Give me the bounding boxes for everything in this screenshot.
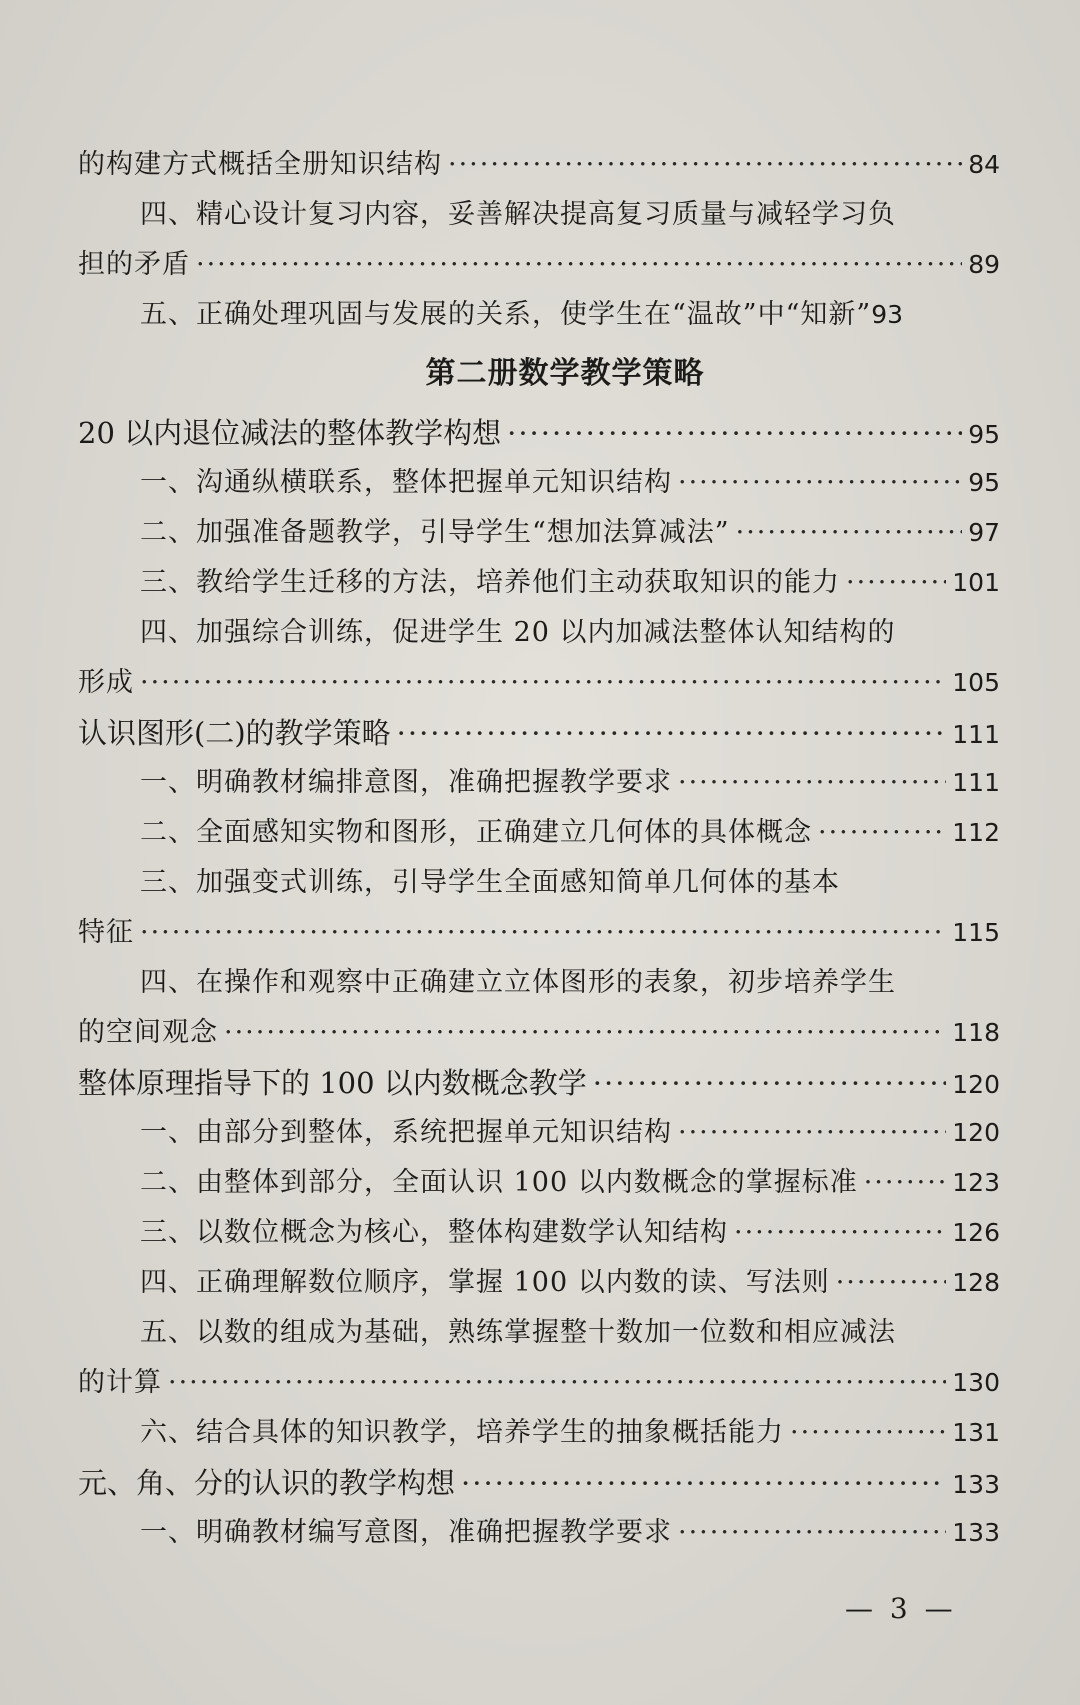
dot-leader [846, 558, 946, 608]
entry-title: 特征 [78, 917, 134, 948]
entry-page-number: 89 [968, 250, 1000, 279]
entry-page-number: 112 [952, 818, 1000, 847]
entry-page-number: 111 [952, 720, 1000, 749]
entry-title: 的计算 [78, 1367, 162, 1398]
dot-leader [507, 408, 962, 458]
dot-leader [678, 1508, 946, 1558]
entry-page-number: 130 [952, 1368, 1000, 1397]
dot-leader [790, 1408, 946, 1458]
dot-leader [678, 1108, 946, 1158]
entry-title: 四、在操作和观察中正确建立立体图形的表象，初步培养学生 [140, 967, 896, 998]
dot-leader [448, 140, 962, 190]
entry-title: 一、沟通纵横联系，整体把握单元知识结构 [140, 467, 672, 498]
entry-page-number: 126 [952, 1218, 1000, 1247]
toc-entry [78, 808, 1000, 858]
dot-leader [836, 1258, 947, 1308]
entry-title: 四、加强综合训练，促进学生 20 以内加减法整体认知结构的 [140, 617, 896, 648]
toc-entry [78, 140, 1000, 190]
toc-entry [78, 558, 1000, 608]
toc-entry [78, 240, 1000, 290]
entry-title: 一、明确教材编写意图，准确把握教学要求 [140, 1517, 672, 1548]
dot-leader [736, 508, 963, 558]
toc-entry [78, 1208, 1000, 1258]
entry-page-number: 111 [952, 768, 1000, 797]
dot-leader [168, 1358, 946, 1408]
entry-page-number: 133 [952, 1470, 1000, 1499]
toc-entry [78, 908, 1000, 958]
entry-page-number: 120 [952, 1070, 1000, 1099]
toc-chapter-entry [78, 1058, 1000, 1108]
toc-chapter-entry [78, 708, 1000, 758]
toc-entry [78, 1108, 1000, 1158]
toc-entry [78, 1358, 1000, 1408]
entry-title: 四、精心设计复习内容，妥善解决提高复习质量与减轻学习负 [140, 199, 896, 230]
entry-page-number: 118 [952, 1018, 1000, 1047]
toc-entry [78, 1308, 1000, 1358]
dot-leader [593, 1058, 946, 1108]
entry-page-number: 115 [952, 918, 1000, 947]
toc-entry [78, 458, 1000, 508]
toc-entry [78, 508, 1000, 558]
entry-page-number: 123 [952, 1168, 1000, 1197]
entry-title: 的空间观念 [78, 1017, 218, 1048]
dot-leader [678, 758, 946, 808]
dot-leader [818, 808, 946, 858]
entry-title: 元、角、分的认识的教学构想 [78, 1466, 456, 1500]
entry-title: 一、明确教材编排意图，准确把握教学要求 [140, 767, 672, 798]
table-of-contents [78, 140, 1000, 1558]
entry-title: 三、以数位概念为核心，整体构建数学认知结构 [140, 1217, 728, 1248]
entry-page-number: 105 [952, 668, 1000, 697]
toc-entry [78, 290, 1000, 340]
entry-title: 认识图形(二)的教学策略 [78, 716, 391, 750]
toc-entry [78, 658, 1000, 708]
entry-title: 五、正确处理巩固与发展的关系，使学生在“温故”中“知新” [140, 299, 872, 330]
entry-page-number: 120 [952, 1118, 1000, 1147]
dot-leader [864, 1158, 947, 1208]
entry-page-number: 95 [968, 420, 1000, 449]
dot-leader [196, 240, 962, 290]
entry-title: 20 以内退位减法的整体教学构想 [78, 416, 502, 450]
entry-title: 五、以数的组成为基础，熟练掌握整十数加一位数和相应减法 [140, 1317, 896, 1348]
entry-title: 担的矛盾 [78, 249, 190, 280]
toc-entry [78, 758, 1000, 808]
dot-leader [140, 908, 946, 958]
toc-chapter-entry [78, 408, 1000, 458]
toc-entry [78, 1408, 1000, 1458]
entry-title: 四、正确理解数位顺序，掌握 100 以内数的读、写法则 [140, 1267, 830, 1298]
toc-entry [78, 1258, 1000, 1308]
toc-entry [78, 1008, 1000, 1058]
dot-leader [224, 1008, 946, 1058]
entry-title: 二、加强准备题教学，引导学生“想加法算减法” [140, 517, 730, 548]
toc-entry [78, 608, 1000, 658]
entry-page-number: 133 [952, 1518, 1000, 1547]
entry-title: 二、全面感知实物和图形，正确建立几何体的具体概念 [140, 817, 812, 848]
toc-entry [78, 958, 1000, 1008]
entry-page-number: 101 [952, 568, 1000, 597]
toc-entry [78, 190, 1000, 240]
entry-title: 形成 [78, 667, 134, 698]
entry-title: 一、由部分到整体，系统把握单元知识结构 [140, 1117, 672, 1148]
entry-page-number: 97 [968, 518, 1000, 547]
toc-entry [78, 858, 1000, 908]
dot-leader [734, 1208, 946, 1258]
entry-page-number: 84 [968, 150, 1000, 179]
entry-page-number: 131 [952, 1418, 1000, 1447]
toc-entry [78, 1508, 1000, 1558]
dot-leader [140, 658, 946, 708]
entry-title: 三、加强变式训练，引导学生全面感知简单几何体的基本 [140, 867, 840, 898]
entry-page-number: 95 [968, 468, 1000, 497]
entry-title: 整体原理指导下的 100 以内数概念教学 [78, 1066, 587, 1100]
entry-title: 的构建方式概括全册知识结构 [78, 149, 442, 180]
entry-page-number: 128 [952, 1268, 1000, 1297]
entry-page-number: 93 [871, 300, 904, 329]
section-heading: 第二册数学教学策略 [425, 356, 705, 391]
dot-leader [678, 458, 962, 508]
entry-title: 六、结合具体的知识教学，培养学生的抽象概括能力 [140, 1417, 784, 1448]
dot-leader [397, 708, 947, 758]
dot-leader [461, 1458, 946, 1508]
entry-title: 三、教给学生迁移的方法，培养他们主动获取知识的能力 [140, 567, 840, 598]
toc-chapter-entry [78, 1458, 1000, 1508]
toc-entry [78, 1158, 1000, 1208]
entry-title: 二、由整体到部分，全面认识 100 以内数概念的掌握标准 [140, 1167, 858, 1198]
page-number: — 3 — [845, 1592, 957, 1625]
